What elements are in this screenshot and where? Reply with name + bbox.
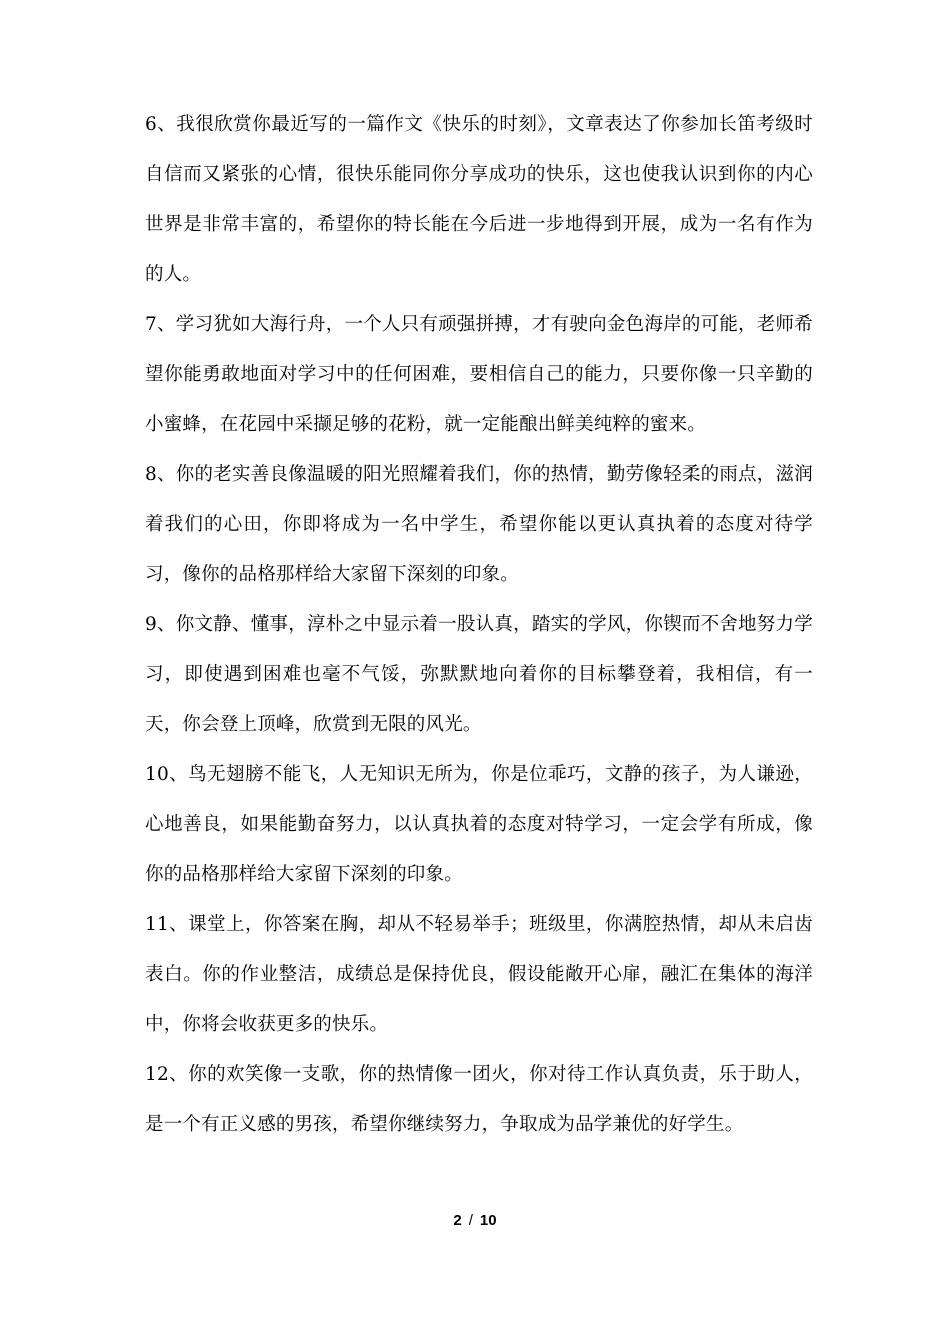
paragraph-10: 10、鸟无翅膀不能飞，人无知识无所为，你是位乖巧，文静的孩子，为人谦逊，心地善良，如果能勤奋努力，以认真执着的态度对特学习，一定会学有所成，像你的品格那样给大家留下深刻的印象。: [145, 764, 813, 885]
page-separator: /: [468, 1212, 473, 1229]
paragraph-8: 8、你的老实善良像温暖的阳光照耀着我们，你的热情，勤劳像轻柔的雨点，滋润着我们的心田，你即将成为一名中学生，希望你能以更认真执着的态度对待学习，像你的品格那样给大家留下深刻的印象。: [145, 464, 813, 585]
page-number-footer: [0, 1212, 950, 1229]
current-page-number: 2: [453, 1212, 462, 1229]
paragraph-9: 9、你文静、懂事，淳朴之中显示着一股认真，踏实的学风，你锲而不舍地努力学习，即使遇到困难也毫不气馁，弥默默地向着你的目标攀登着，我相信，有一天，你会登上顶峰，欣赏到无限的风光。: [145, 614, 813, 735]
paragraph-7: 7、学习犹如大海行舟，一个人只有顽强拼搏，才有驶向金色海岸的可能，老师希望你能勇敢地面对学习中的任何困难，要相信自己的能力，只要你像一只辛勤的小蜜蜂，在花园中采撷足够的花粉，就一定能酿出鲜美纯粹的蜜来。: [145, 314, 813, 435]
total-page-count: 10: [479, 1212, 497, 1229]
paragraph-6: 6、我很欣赏你最近写的一篇作文《快乐的时刻》，文章表达了你参加长笛考级时自信而又紧张的心情，很快乐能同你分享成功的快乐，这也使我认识到你的内心世界是非常丰富的，希望你的特长能在今后进一步地得到开展，成为一名有作为的人。: [145, 114, 813, 285]
paragraph-12: 12、你的欢笑像一支歌，你的热情像一团火，你对待工作认真负责，乐于助人，是一个有正义感的男孩，希望你继续努力，争取成为品学兼优的好学生。: [145, 1064, 813, 1135]
paragraph-11: 11、课堂上，你答案在胸，却从不轻易举手；班级里，你满腔热情，却从未启齿表白。你的作业整洁，成绩总是保持优良，假设能敞开心扉，融汇在集体的海洋中，你将会收获更多的快乐。: [145, 914, 813, 1035]
document-body: [145, 100, 813, 1150]
